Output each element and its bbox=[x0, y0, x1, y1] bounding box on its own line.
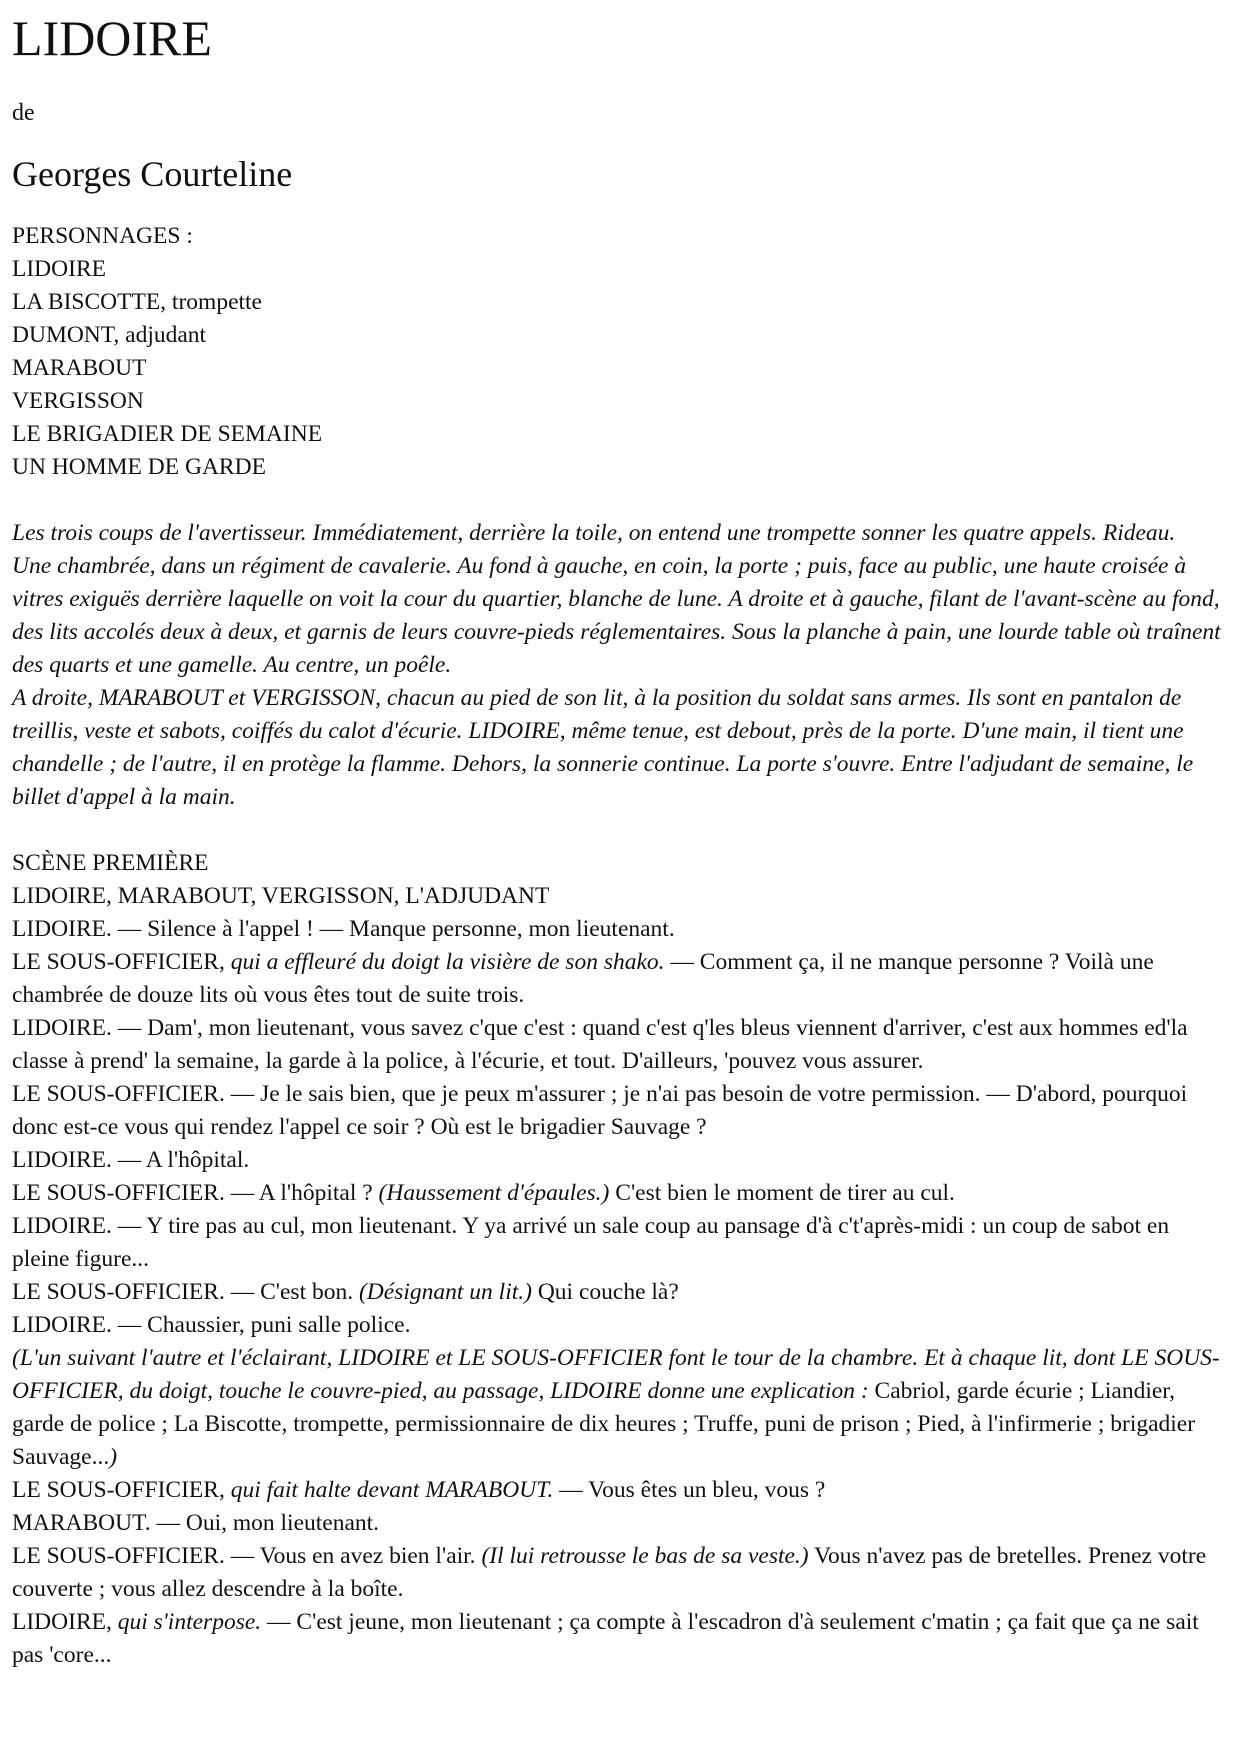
dialogue-text: C'est bien le moment de tirer au cul. bbox=[609, 1180, 955, 1206]
dialogue-text: — C'est jeune, mon lieutenant ; ça compte à l'escadron d'à seulement c'matin ; ça fait que ça ne sait pas 'core... bbox=[12, 1609, 1199, 1668]
dialogue-line bbox=[12, 1342, 1228, 1474]
dialogue-text: LE SOUS-OFFICIER. — Je le sais bien, que je peux m'assurer ; je n'ai pas besoin de votre permission. — D'abord, pourquoi donc est-ce vous qui rendez l'appel ce soir ? Où est le brigadier Sauvage ? bbox=[12, 1081, 1188, 1140]
stage-directions bbox=[12, 517, 1228, 814]
dialogue-text: LIDOIRE. — Dam', mon lieutenant, vous savez c'que c'est : quand c'est q'les bleus viennent d'arriver, c'est aux hommes ed'la classe à prend' la semaine, la garde à la police, à l'écurie, et tout. D'ailleurs, 'pouvez vous assurer. bbox=[12, 1015, 1188, 1074]
by-label: de bbox=[12, 100, 35, 126]
stage-direction-text: qui fait halte devant MARABOUT. bbox=[230, 1477, 554, 1503]
stage-direction-text: ) bbox=[109, 1444, 118, 1470]
dialogue-line bbox=[12, 1078, 1228, 1144]
character-item: LE BRIGADIER DE SEMAINE bbox=[12, 421, 323, 447]
scene-heading: SCÈNE PREMIÈRE bbox=[12, 850, 209, 876]
dialogue-text: LE SOUS-OFFICIER. — C'est bon. bbox=[12, 1279, 359, 1305]
dialogue-line bbox=[12, 1540, 1228, 1606]
dialogue-line bbox=[12, 1144, 1228, 1177]
dialogue-text: LIDOIRE. — Y tire pas au cul, mon lieutenant. Y ya arrivé un sale coup au pansage d'à c't'après-midi : un coup de sabot en pleine figure... bbox=[12, 1213, 1170, 1272]
dialogue-text: Vous n'avez pas de bretelles. Prenez votre couverte ; vous allez descendre à la boîte. bbox=[12, 1543, 1207, 1602]
dialogue-text: LIDOIRE. — Silence à l'appel ! — Manque personne, mon lieutenant. bbox=[12, 916, 675, 942]
dialogue-text: LE SOUS-OFFICIER, bbox=[12, 1477, 231, 1503]
play-title: LIDOIRE bbox=[12, 10, 212, 66]
stage-direction-paragraph: Une chambrée, dans un régiment de cavalerie. Au fond à gauche, en coin, la porte ; puis, face au public, une haute croisée à vitres exiguës derrière laquelle on voit la cour du quartier, blanche de lune. A droite et à gauche, filant de l'avant-scène au fond, des lits accolés deux à deux, et garnis de leurs couvre-pieds réglementaires. Sous la planche à pain, une lourde table où traînent des quarts et une gamelle. Au centre, un poêle. bbox=[12, 553, 1221, 678]
characters-list bbox=[12, 220, 1228, 484]
dialogue-text: LE SOUS-OFFICIER, bbox=[12, 949, 231, 975]
dialogue-line bbox=[12, 946, 1228, 1012]
dialogue-text: LE SOUS-OFFICIER. — A l'hôpital ? bbox=[12, 1180, 379, 1206]
dialogue-text: LIDOIRE. — Chaussier, puni salle police. bbox=[12, 1312, 411, 1338]
dialogue-line bbox=[12, 1276, 1228, 1309]
character-item: DUMONT, adjudant bbox=[12, 322, 207, 348]
character-item: LA BISCOTTE, trompette bbox=[12, 289, 262, 315]
scene-characters: LIDOIRE, MARABOUT, VERGISSON, L'ADJUDANT bbox=[12, 883, 550, 909]
character-item: UN HOMME DE GARDE bbox=[12, 454, 266, 480]
dialogue-line bbox=[12, 1507, 1228, 1540]
characters-heading: PERSONNAGES : bbox=[12, 223, 193, 249]
document-page bbox=[0, 8, 1240, 1672]
scene-one bbox=[12, 847, 1228, 1672]
dialogue-text: LIDOIRE, bbox=[12, 1609, 118, 1635]
dialogue-text: LIDOIRE. — A l'hôpital. bbox=[12, 1147, 250, 1173]
stage-direction-text: (Haussement d'épaules.) bbox=[378, 1180, 610, 1206]
dialogue-line bbox=[12, 1606, 1228, 1672]
stage-direction-text: (Désignant un lit.) bbox=[358, 1279, 532, 1305]
stage-direction-paragraph: A droite, MARABOUT et VERGISSON, chacun au pied de son lit, à la position du soldat sans armes. Ils sont en pantalon de treillis, veste et sabots, coiffés du calot d'écurie. LIDOIRE, même tenue, est debout, près de la porte. D'une main, il tient une chandelle ; de l'autre, il en protège la flamme. Dehors, la sonnerie continue. La porte s'ouvre. Entre l'adjudant de semaine, le billet d'appel à la main. bbox=[12, 685, 1194, 810]
dialogue-line bbox=[12, 1210, 1228, 1276]
dialogue-text: Qui couche là? bbox=[531, 1279, 679, 1305]
dialogue-line bbox=[12, 1309, 1228, 1342]
dialogue-text: — Comment ça, il ne manque personne ? Voilà une chambrée de douze lits où vous êtes tout de suite trois. bbox=[12, 949, 1154, 1008]
dialogue-text: MARABOUT. — Oui, mon lieutenant. bbox=[12, 1510, 380, 1536]
character-item: VERGISSON bbox=[12, 388, 144, 414]
dialogue-line bbox=[12, 1012, 1228, 1078]
stage-direction-text: qui a effleuré du doigt la visière de son shako. bbox=[230, 949, 665, 975]
dialogue-line bbox=[12, 913, 1228, 946]
character-item: MARABOUT bbox=[12, 355, 147, 381]
character-item: LIDOIRE bbox=[12, 256, 106, 282]
dialogue-line bbox=[12, 1474, 1228, 1507]
stage-direction-text: qui s'interpose. bbox=[117, 1609, 262, 1635]
stage-direction-text: (Il lui retrousse le bas de sa veste.) bbox=[481, 1543, 809, 1569]
stage-direction-text: (L'un suivant l'autre et l'éclairant, LIDOIRE et LE SOUS-OFFICIER font le tour de la chambre. Et à chaque lit, dont LE SOUS-OFFICIER, du doigt, touche le couvre-pied, au passage, LIDOIRE donne une explication : bbox=[12, 1345, 1220, 1404]
dialogue-text: LE SOUS-OFFICIER. — Vous en avez bien l'air. bbox=[12, 1543, 482, 1569]
dialogue-text: — Vous êtes un bleu, vous ? bbox=[553, 1477, 826, 1503]
stage-direction-paragraph: Les trois coups de l'avertisseur. Immédiatement, derrière la toile, on entend une trompette sonner les quatre appels. Rideau. bbox=[12, 520, 1176, 546]
author-name: Georges Courteline bbox=[12, 154, 293, 194]
dialogue-text: Cabriol, garde écurie ; Liandier, garde de police ; La Biscotte, trompette, permissionnaire de dix heures ; Truffe, puni de prison ; Pied, à l'infirmerie ; brigadier Sauvage... bbox=[12, 1378, 1196, 1470]
dialogue-line bbox=[12, 1177, 1228, 1210]
